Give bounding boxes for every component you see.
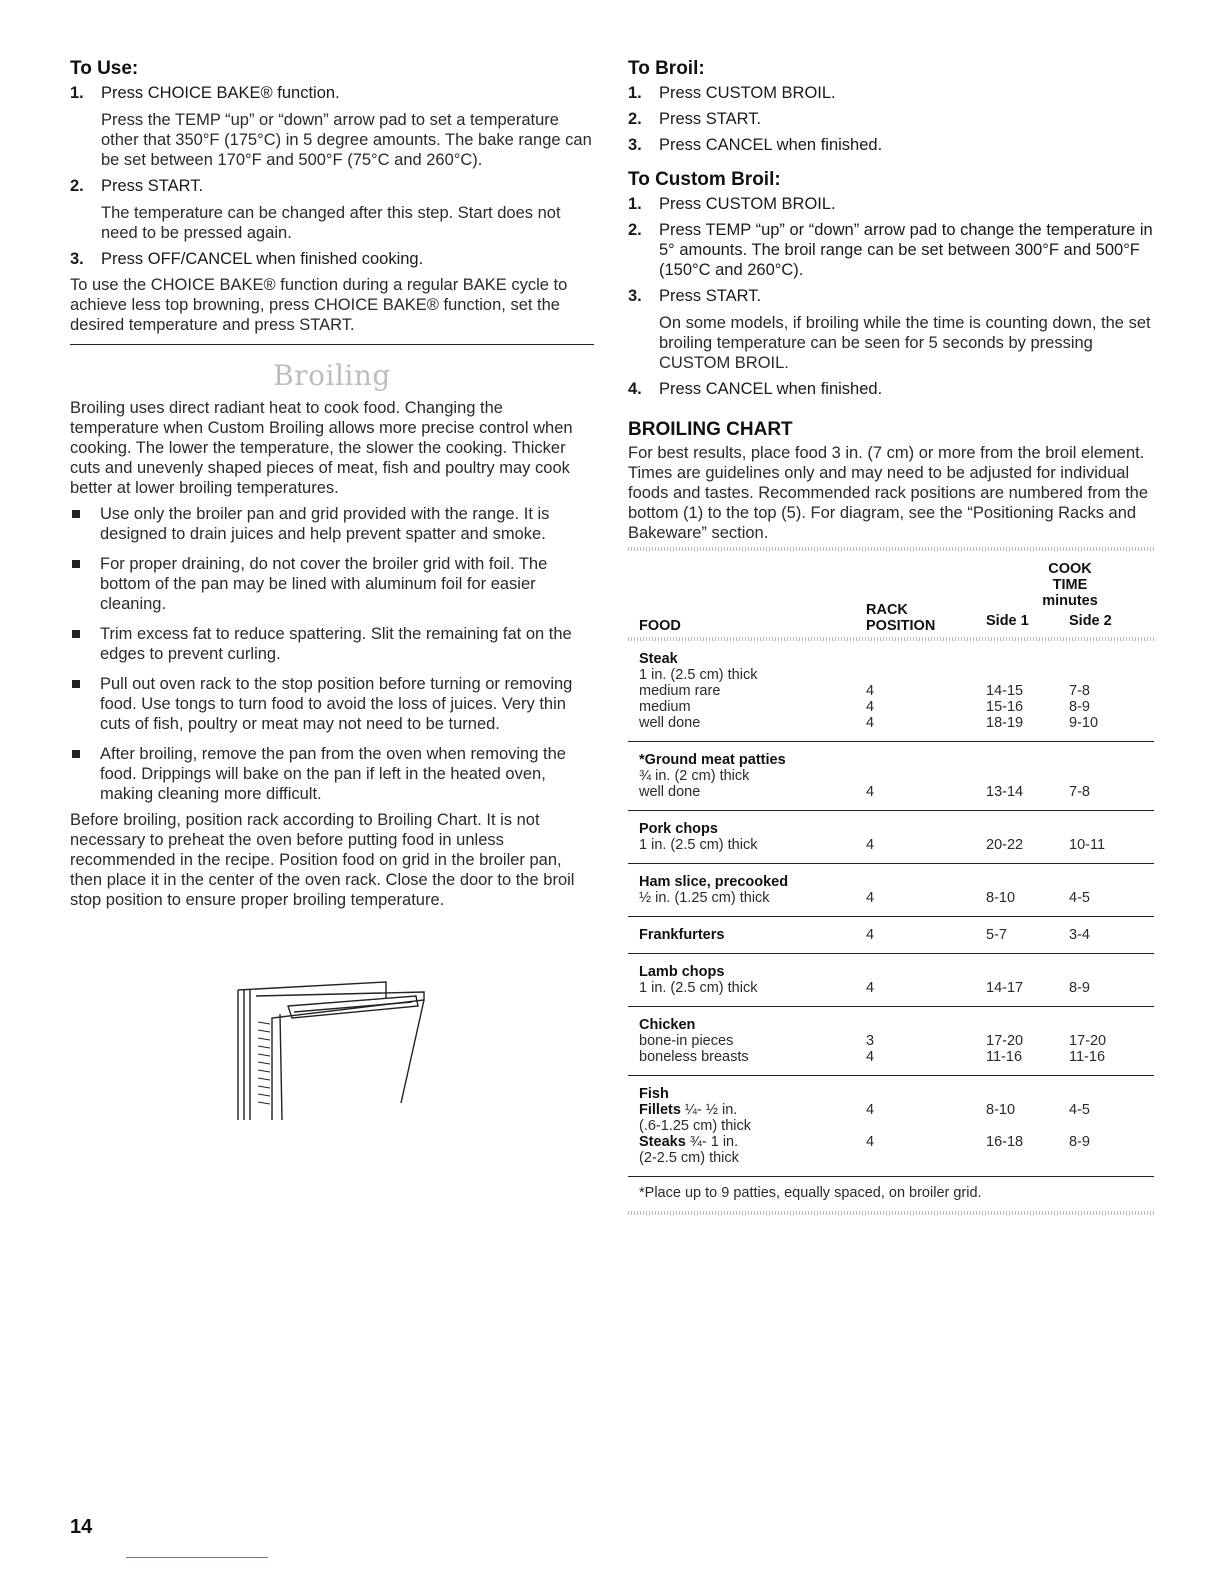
broiling-tip-text: Trim excess fat to reduce spattering. Slit the remaining fat on the edges to prevent curling. (100, 625, 572, 663)
table-row (628, 1033, 1154, 1049)
side2-cell (1069, 1007, 1154, 1034)
step-number: 2. (628, 110, 642, 128)
table-row (628, 715, 1154, 742)
step-text: Press TEMP “up” or “down” arrow pad to change the temperature in 5° amounts. The broil range can be set between 300°F and 500°F (150°C and 260°C). (659, 221, 1153, 279)
footer-rule (126, 1557, 268, 1558)
side1-cell: 13-14 (986, 784, 1024, 800)
step-item (628, 379, 1154, 399)
to-custom-broil-heading: To Custom Broil: (628, 169, 781, 190)
food-cell: (.6-1.25 cm) thick (639, 1118, 751, 1134)
food-cell: Frankfurters (639, 927, 725, 943)
side1-cell (986, 811, 1069, 838)
bullet-square-icon (70, 554, 100, 614)
step-item (628, 286, 1154, 373)
food-cell: Ham slice, precooked (639, 874, 789, 890)
to-custom-broil-steps (628, 194, 1154, 399)
broiling-chart-title: BROILING CHART (628, 419, 793, 440)
side1-cell: 14-15 (986, 683, 1024, 699)
side2-cell (1069, 641, 1154, 667)
chart-top-rule (628, 547, 1154, 551)
col-header-side1: Side 1 (986, 613, 1029, 629)
step-item (70, 249, 594, 269)
table-row (628, 890, 1154, 917)
step-number: 3. (628, 136, 642, 154)
col-header-rack: RACK POSITION (866, 602, 936, 634)
rack-cell (866, 1150, 986, 1177)
table-row (628, 1102, 1154, 1118)
col-header-food: FOOD (639, 618, 681, 634)
side2-cell (1069, 1150, 1154, 1177)
side2-cell (1069, 667, 1154, 683)
step-number: 1. (628, 84, 642, 102)
food-cell: (2-2.5 cm) thick (639, 1150, 739, 1166)
side1-cell: 8-10 (986, 1102, 1016, 1118)
broiling-tips (70, 504, 594, 804)
broiling-tip-text: After broiling, remove the pan from the oven when removing the food. Drippings will bake on the pan if left in the heated oven, making cleaning more difficult. (100, 745, 566, 803)
side1-cell: 5-7 (986, 927, 1007, 943)
food-cell: boneless breasts (639, 1049, 749, 1065)
table-row (628, 837, 1154, 864)
step-text: Press CANCEL when finished. (659, 380, 883, 398)
step-number: 4. (628, 380, 642, 398)
food-cell: 1 in. (2.5 cm) thick (639, 980, 758, 996)
broiling-chart-body (628, 641, 1154, 1177)
chart-footnote: *Place up to 9 patties, equally spaced, on broiler grid. (639, 1185, 982, 1201)
rack-cell (866, 864, 986, 891)
to-broil-steps (628, 83, 1154, 155)
chart-food-group (628, 1007, 1154, 1076)
food-cell: Chicken (639, 1017, 696, 1033)
food-cell: well done (639, 784, 701, 800)
step-body (659, 109, 1154, 129)
side2-cell (1069, 768, 1154, 784)
side1-cell: 14-17 (986, 980, 1024, 996)
page-number: 14 (70, 1516, 93, 1538)
step-number: 3. (628, 287, 642, 305)
step-number: 2. (70, 177, 84, 195)
bullet-square-icon (70, 674, 100, 734)
step-body (659, 83, 1154, 103)
step-body (659, 286, 1154, 373)
broiling-tip-text: Pull out oven rack to the stop position before turning or removing food. Use tongs to turn food to avoid the loss of juices. Very thin cuts of fish, poultry or meat may not need to be turned. (100, 675, 573, 733)
rack-cell (866, 768, 986, 784)
step-text: Press CUSTOM BROIL. (659, 84, 836, 102)
broiling-tip-text: Use only the broiler pan and grid provided with the range. It is designed to drain juices and help prevent spatter and smoke. (100, 505, 550, 543)
food-cell: well done (639, 715, 701, 731)
food-cell: Steak (639, 651, 678, 667)
step-item (628, 194, 1154, 214)
rack-cell (866, 811, 986, 838)
rack-cell (866, 667, 986, 683)
rack-cell (866, 1076, 986, 1103)
broiling-chart-table (628, 555, 1154, 641)
rack-cell: 4 (866, 1049, 875, 1065)
table-row (628, 768, 1154, 784)
table-row (628, 683, 1154, 699)
side2-cell: 7-8 (1069, 683, 1090, 699)
table-row (628, 1134, 1154, 1150)
step-body (101, 176, 594, 243)
step-detail: Press the TEMP “up” or “down” arrow pad to set a temperature other that 350°F (175°C) in 5 degree amounts. The bake range can be set between 170°F and 500°F (75°C and 260°C). (101, 111, 592, 169)
food-cell: Fish (639, 1086, 669, 1102)
broiling-closing: Before broiling, position rack according to Broiling Chart. It is not necessary to preheat the oven before putting food in unless recommended in the recipe. Position food on grid in the broiler pan, then place it in the center of the oven rack. Close the door to the broil stop position to ensure proper broiling temperature. (70, 811, 575, 909)
table-row (628, 954, 1154, 981)
chart-food-group (628, 917, 1154, 954)
side2-cell: 4-5 (1069, 1102, 1090, 1118)
side2-cell: 3-4 (1069, 927, 1090, 943)
rack-cell: 4 (866, 784, 875, 800)
rack-cell: 4 (866, 683, 875, 699)
step-item (628, 109, 1154, 129)
bullet-square-icon (70, 624, 100, 664)
oven-door-illustration (236, 978, 436, 1123)
step-body (659, 194, 1154, 214)
side2-cell (1069, 954, 1154, 981)
table-row (628, 1049, 1154, 1076)
step-item (70, 83, 594, 170)
side2-cell: 8-9 (1069, 699, 1090, 715)
step-text: Press CANCEL when finished. (659, 136, 883, 154)
side2-cell: 8-9 (1069, 1134, 1090, 1150)
rack-cell: 4 (866, 1102, 875, 1118)
table-row (628, 811, 1154, 838)
side2-cell (1069, 742, 1154, 769)
side1-cell: 20-22 (986, 837, 1024, 853)
rack-cell (866, 1007, 986, 1034)
chart-food-group (628, 1076, 1154, 1177)
food-cell: *Ground meat patties (639, 752, 786, 768)
to-use-steps (70, 83, 594, 269)
table-row (628, 1007, 1154, 1034)
side1-cell: 16-18 (986, 1134, 1024, 1150)
rack-cell: 4 (866, 699, 875, 715)
rack-cell: 4 (866, 927, 875, 943)
step-item (628, 135, 1154, 155)
side1-cell (986, 667, 1069, 683)
broiling-tip (70, 554, 594, 614)
side2-cell (1069, 864, 1154, 891)
step-body (659, 220, 1154, 280)
broiling-tip (70, 674, 594, 734)
step-body (659, 379, 1154, 399)
step-text: Press START. (101, 177, 204, 195)
step-number: 2. (628, 221, 642, 239)
broiling-intro: Broiling uses direct radiant heat to cook food. Changing the temperature when Custom Broiling allows more precise control when cooking. The lower the temperature, the slower the cooking. Thicker cuts and unevenly shaped pieces of meat, fish and poultry may cook better at lower broiling temperatures. (70, 399, 573, 497)
step-detail: The temperature can be changed after this step. Start does not need to be pressed again. (101, 204, 561, 242)
chart-food-group (628, 742, 1154, 811)
step-body (101, 249, 594, 269)
chart-food-group (628, 864, 1154, 917)
chart-food-group (628, 641, 1154, 742)
table-row (628, 641, 1154, 667)
rack-cell: 4 (866, 1134, 875, 1150)
col-header-side2: Side 2 (1069, 613, 1112, 629)
side1-cell: 17-20 (986, 1033, 1024, 1049)
col-header-cook-time: COOK TIME minutes (1042, 561, 1098, 609)
food-cell: Pork chops (639, 821, 718, 837)
side2-cell: 10-11 (1069, 837, 1106, 853)
side2-cell: 4-5 (1069, 890, 1090, 906)
food-cell: medium rare (639, 683, 721, 699)
side2-cell (1069, 811, 1154, 838)
table-row (628, 667, 1154, 683)
side1-cell (986, 742, 1069, 769)
side1-cell (986, 641, 1069, 667)
bullet-square-icon (70, 504, 100, 544)
step-text: Press START. (659, 287, 762, 305)
rack-cell (866, 641, 986, 667)
section-divider (70, 344, 594, 345)
rack-cell: 4 (866, 837, 875, 853)
side1-cell (986, 1007, 1069, 1034)
food-cell: 1 in. (2.5 cm) thick (639, 667, 758, 683)
step-item (628, 220, 1154, 280)
rack-cell: 4 (866, 890, 875, 906)
step-text: Press OFF/CANCEL when finished cooking. (101, 250, 424, 268)
side2-cell: 8-9 (1069, 980, 1090, 996)
table-row (628, 917, 1154, 954)
side1-cell: 11-16 (986, 1049, 1023, 1065)
rack-cell: 4 (866, 980, 875, 996)
side1-cell (986, 1118, 1069, 1134)
side2-cell: 7-8 (1069, 784, 1090, 800)
rack-cell: 3 (866, 1033, 875, 1049)
broiling-tip (70, 624, 594, 664)
broiling-tip-text: For proper draining, do not cover the broiler grid with foil. The bottom of the pan may be lined with aluminum foil for easier cleaning. (100, 555, 548, 613)
broiling-section-title: Broiling (273, 359, 391, 392)
table-row (628, 742, 1154, 769)
side1-cell: 15-16 (986, 699, 1024, 715)
food-cell: medium (639, 699, 691, 715)
side2-cell: 11-16 (1069, 1049, 1106, 1065)
step-detail: On some models, if broiling while the time is counting down, the set broiling temperature can be seen for 5 seconds by pressing CUSTOM BROIL. (659, 314, 1151, 372)
food-cell: ½ in. (1.25 cm) thick (639, 890, 770, 906)
food-cell: Lamb chops (639, 964, 725, 980)
side1-cell (986, 768, 1069, 784)
table-row (628, 1118, 1154, 1134)
left-column (70, 58, 594, 910)
table-row (628, 699, 1154, 715)
table-row (628, 1076, 1154, 1103)
broiling-tip (70, 504, 594, 544)
rack-cell (866, 742, 986, 769)
side2-cell: 9-10 (1069, 715, 1099, 731)
side1-cell (986, 1150, 1069, 1177)
bullet-square-icon (70, 744, 100, 804)
step-item (70, 176, 594, 243)
to-use-heading: To Use: (70, 58, 139, 79)
food-cell: 1 in. (2.5 cm) thick (639, 837, 758, 853)
side1-cell: 8-10 (986, 890, 1016, 906)
step-number: 3. (70, 250, 84, 268)
side1-cell (986, 954, 1069, 981)
food-cell: Fillets ¼- ½ in. (639, 1102, 738, 1118)
table-row (628, 1150, 1154, 1177)
food-cell: Steaks ¾- 1 in. (639, 1134, 739, 1150)
side1-cell: 18-19 (986, 715, 1024, 731)
chart-header-rule (628, 637, 1154, 641)
chart-food-group (628, 954, 1154, 1007)
food-cell: ¾ in. (2 cm) thick (639, 768, 750, 784)
choice-bake-note: To use the CHOICE BAKE® function during a regular BAKE cycle to achieve less top browning, press CHOICE BAKE® function, set the desired temperature and press START. (70, 276, 568, 334)
side1-cell (986, 1076, 1069, 1103)
step-text: Press CUSTOM BROIL. (659, 195, 836, 213)
table-row (628, 864, 1154, 891)
step-number: 1. (70, 84, 84, 102)
step-body (659, 135, 1154, 155)
step-body (101, 83, 594, 170)
food-cell: bone-in pieces (639, 1033, 734, 1049)
rack-cell: 4 (866, 715, 875, 731)
table-row (628, 784, 1154, 811)
side2-cell (1069, 1118, 1154, 1134)
step-text: Press CHOICE BAKE® function. (101, 84, 340, 102)
rack-cell (866, 1118, 986, 1134)
side1-cell (986, 864, 1069, 891)
rack-cell (866, 954, 986, 981)
side2-cell: 17-20 (1069, 1033, 1107, 1049)
table-row (628, 980, 1154, 1007)
step-text: Press START. (659, 110, 762, 128)
right-column (628, 58, 1154, 1219)
chart-bottom-rule (628, 1211, 1154, 1215)
side2-cell (1069, 1076, 1154, 1103)
broiling-chart-intro: For best results, place food 3 in. (7 cm) or more from the broil element. Times are guidelines only and may need to be adjusted for individual foods and tastes. Recommended rack positions are numbered from the bottom (1) to the top (5). For diagram, see the “Positioning Racks and Bakeware” section. (628, 444, 1149, 542)
step-number: 1. (628, 195, 642, 213)
chart-food-group (628, 811, 1154, 864)
broiling-tip (70, 744, 594, 804)
step-item (628, 83, 1154, 103)
to-broil-heading: To Broil: (628, 58, 705, 79)
